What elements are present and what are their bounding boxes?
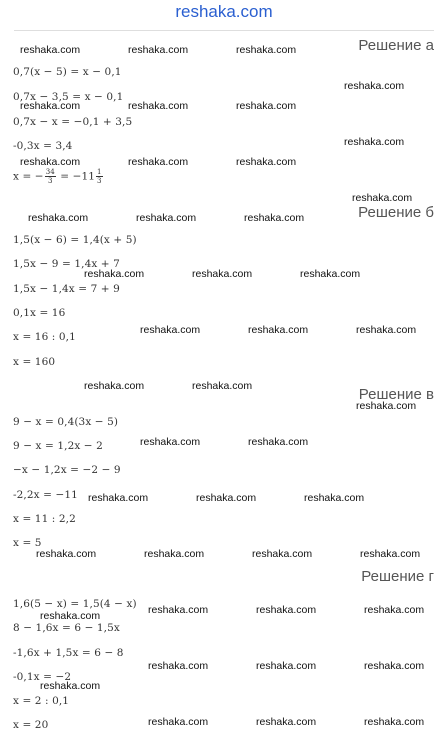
watermark: reshaka.com (140, 436, 201, 448)
watermark: reshaka.com (148, 604, 209, 616)
watermark: reshaka.com (128, 100, 189, 112)
watermark: reshaka.com (360, 548, 421, 560)
watermark: reshaka.com (256, 660, 317, 672)
watermark: reshaka.com (356, 324, 417, 336)
watermark: reshaka.com (248, 324, 309, 336)
watermark: reshaka.com (236, 156, 297, 168)
mixed-fraction (96, 168, 103, 185)
watermark: reshaka.com (140, 324, 201, 336)
answer-lhs: x = − (13, 170, 44, 183)
solution-a-line-4: -0,3x = 3,4 (13, 140, 73, 152)
fraction-numerator: 34 (45, 168, 55, 176)
watermark: reshaka.com (256, 604, 317, 616)
watermark: reshaka.com (148, 716, 209, 728)
solution-g-line-4: -0,1x = −2 (13, 671, 72, 683)
solution-g-line-2: 8 − 1,6x = 6 − 1,5x (13, 622, 120, 634)
solution-g-line-6: x = 20 (13, 719, 49, 731)
watermark: reshaka.com (344, 136, 405, 148)
solution-b-line-4: 0,1x = 16 (13, 307, 66, 319)
watermark: reshaka.com (236, 44, 297, 56)
solution-b-line-1: 1,5(x − 6) = 1,4(x + 5) (13, 234, 137, 246)
solution-b-line-6: x = 160 (13, 356, 56, 368)
watermark: reshaka.com (148, 660, 209, 672)
solution-a-line-2: 0,7x − 3,5 = x − 0,1 (13, 91, 124, 103)
watermark: reshaka.com (40, 680, 101, 692)
watermark: reshaka.com (40, 610, 101, 622)
solution-v-line-6: x = 5 (13, 537, 42, 549)
solution-a-line-3: 0,7x − x = −0,1 + 3,5 (13, 116, 133, 128)
solution-v-line-3: −x − 1,2x = −2 − 9 (13, 464, 121, 476)
watermark: reshaka.com (36, 548, 97, 560)
site-title-link[interactable]: reshaka.com (175, 2, 273, 21)
watermark: reshaka.com (192, 268, 253, 280)
watermark: reshaka.com (144, 548, 205, 560)
watermark: reshaka.com (364, 604, 425, 616)
watermark: reshaka.com (256, 716, 317, 728)
solution-g-line-3: -1,6x + 1,5x = 6 − 8 (13, 647, 124, 659)
watermark: reshaka.com (128, 44, 189, 56)
watermark: reshaka.com (20, 44, 81, 56)
watermark: reshaka.com (244, 212, 305, 224)
solution-a-answer (13, 168, 104, 185)
solution-b-heading: Решение б (358, 204, 434, 221)
solution-b-line-3: 1,5x − 1,4x = 7 + 9 (13, 283, 120, 295)
watermark: reshaka.com (192, 380, 253, 392)
solution-b-line-2: 1,5x − 9 = 1,4x + 7 (13, 258, 120, 270)
watermark: reshaka.com (356, 400, 417, 412)
watermark: reshaka.com (128, 156, 189, 168)
watermark: reshaka.com (28, 212, 89, 224)
fraction (45, 168, 56, 185)
watermark: reshaka.com (236, 100, 297, 112)
watermark: reshaka.com (196, 492, 257, 504)
solution-a-heading: Решение а (358, 37, 434, 54)
watermark: reshaka.com (88, 492, 149, 504)
watermark: reshaka.com (352, 192, 413, 204)
fraction-denominator: 3 (47, 177, 53, 185)
watermark: reshaka.com (84, 380, 145, 392)
watermark: reshaka.com (344, 80, 405, 92)
solution-v-line-2: 9 − x = 1,2x − 2 (13, 440, 103, 452)
header-divider (14, 30, 434, 31)
solution-g-line-5: x = 2 : 0,1 (13, 695, 70, 707)
watermark: reshaka.com (300, 268, 361, 280)
solution-v-heading: Решение в (358, 386, 434, 403)
watermark: reshaka.com (136, 212, 197, 224)
site-header (0, 0, 448, 30)
solution-b-line-5: x = 16 : 0,1 (13, 331, 76, 343)
watermark: reshaka.com (364, 660, 425, 672)
solution-v-line-1: 9 − x = 0,4(3x − 5) (13, 416, 119, 428)
solution-g-heading: Решение г (361, 568, 434, 585)
solution-a-line-1: 0,7(x − 5) = x − 0,1 (13, 66, 122, 78)
mixed-fraction-numerator: 1 (97, 168, 102, 176)
watermark: reshaka.com (252, 548, 313, 560)
watermark: reshaka.com (364, 716, 425, 728)
watermark: reshaka.com (20, 156, 81, 168)
watermark: reshaka.com (20, 100, 81, 112)
watermark: reshaka.com (84, 268, 145, 280)
watermark: reshaka.com (304, 492, 365, 504)
mixed-fraction-denominator: 3 (97, 177, 102, 185)
solution-v-line-4: -2,2x = −11 (13, 489, 78, 501)
answer-mid: = −11 (56, 170, 96, 183)
solution-v-line-5: x = 11 : 2,2 (13, 513, 76, 525)
watermark: reshaka.com (248, 436, 309, 448)
solution-g-line-1: 1,6(5 − x) = 1,5(4 − x) (13, 598, 137, 610)
